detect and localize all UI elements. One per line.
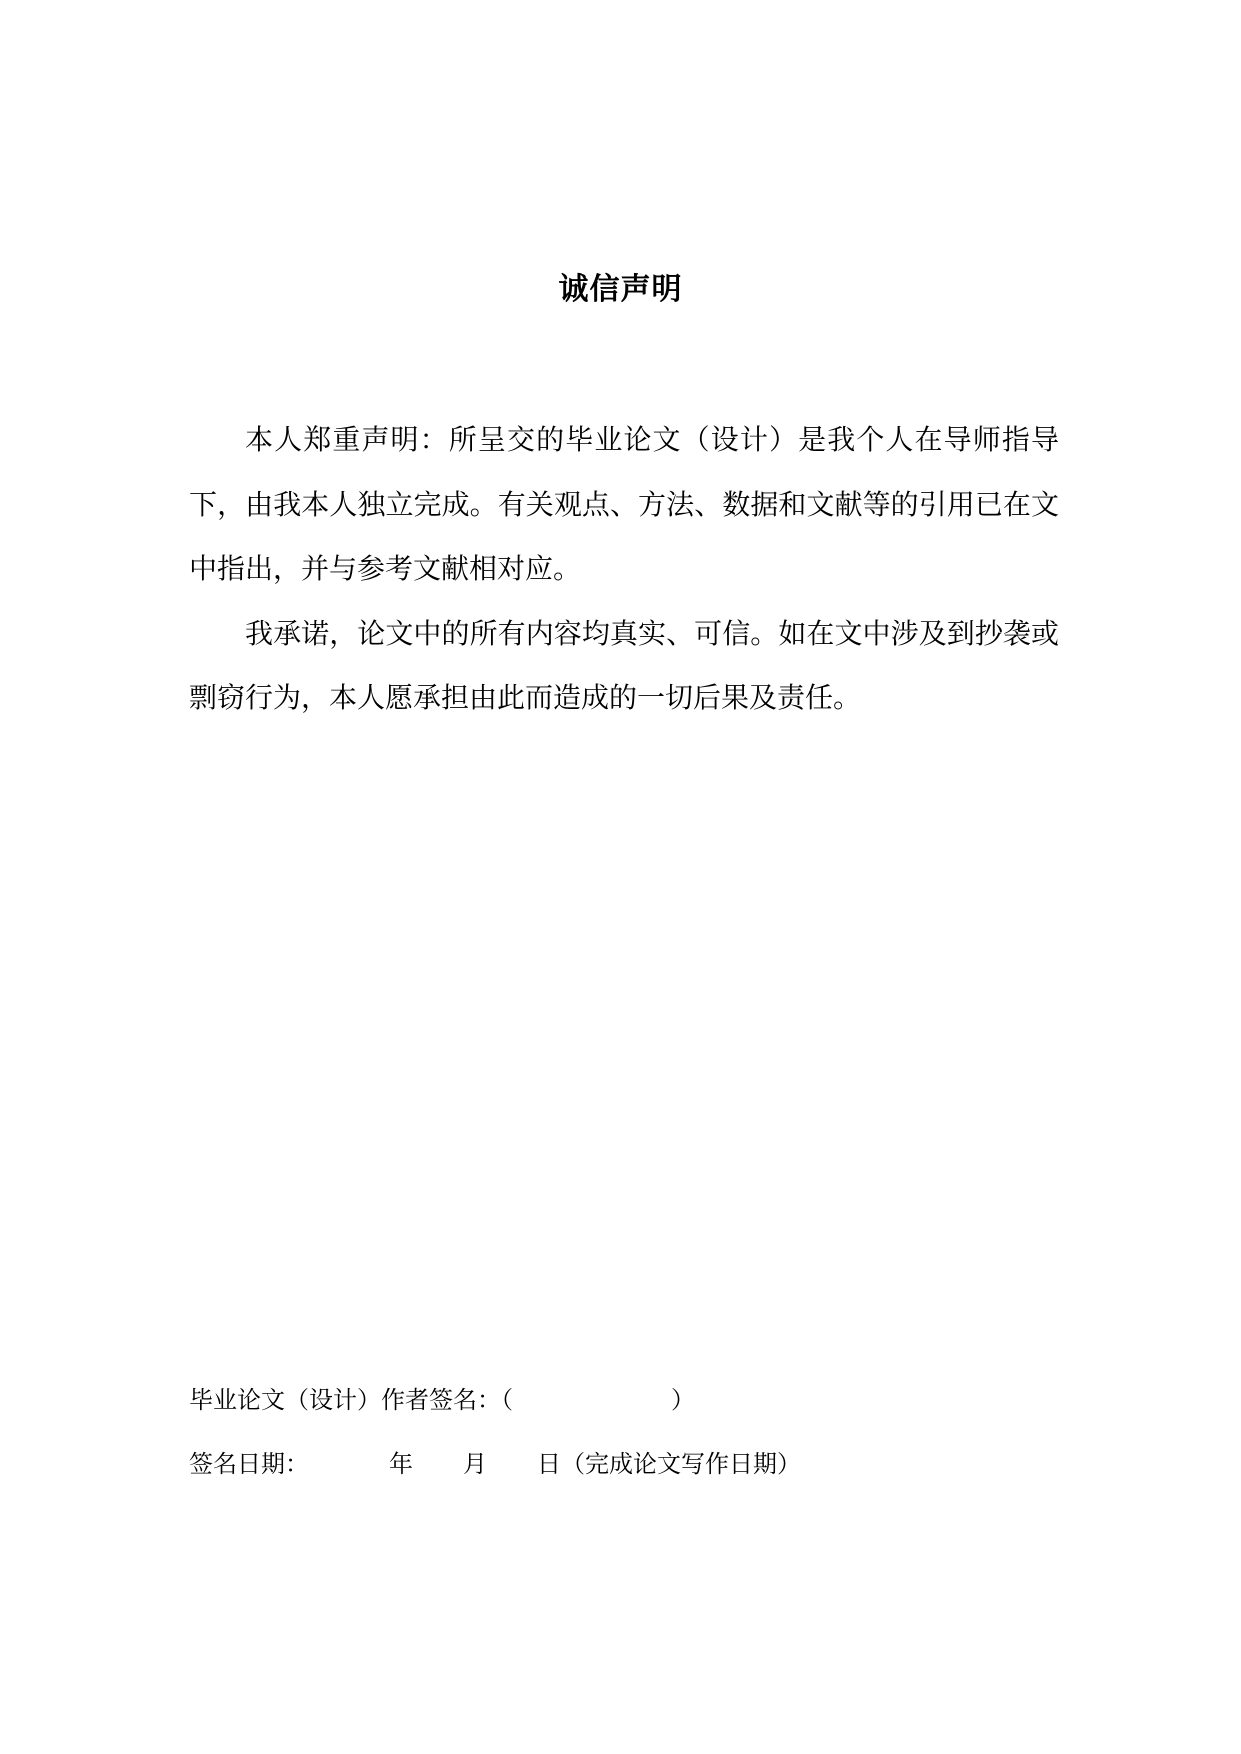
- declaration-body: [189, 408, 1059, 731]
- date-note: （完成论文写作日期）: [561, 1450, 801, 1478]
- signature-label: 毕业论文（设计）作者签名：: [189, 1386, 501, 1414]
- day-label: 日: [537, 1450, 561, 1478]
- year-label: 年: [389, 1450, 413, 1478]
- declaration-paragraph-2: 我承诺，论文中的所有内容均真实、可信。如在文中涉及到抄袭或剽窃行为，本人愿承担由此而造成的一切后果及责任。: [189, 616, 1059, 714]
- signature-line: [189, 1382, 695, 1418]
- declaration-paragraph-1: 本人郑重声明：所呈交的毕业论文（设计）是我个人在导师指导下，由我本人独立完成。有关观点、方法、数据和文献等的引用已在文中指出，并与参考文献相对应。: [189, 423, 1059, 585]
- month-label: 月: [463, 1450, 487, 1478]
- signature-open-paren: （: [501, 1386, 513, 1414]
- date-label: 签名日期：: [189, 1450, 309, 1478]
- signature-date-line: [189, 1446, 801, 1482]
- signature-close-paren: ）: [671, 1386, 695, 1414]
- page-title: 诚信声明: [558, 272, 683, 307]
